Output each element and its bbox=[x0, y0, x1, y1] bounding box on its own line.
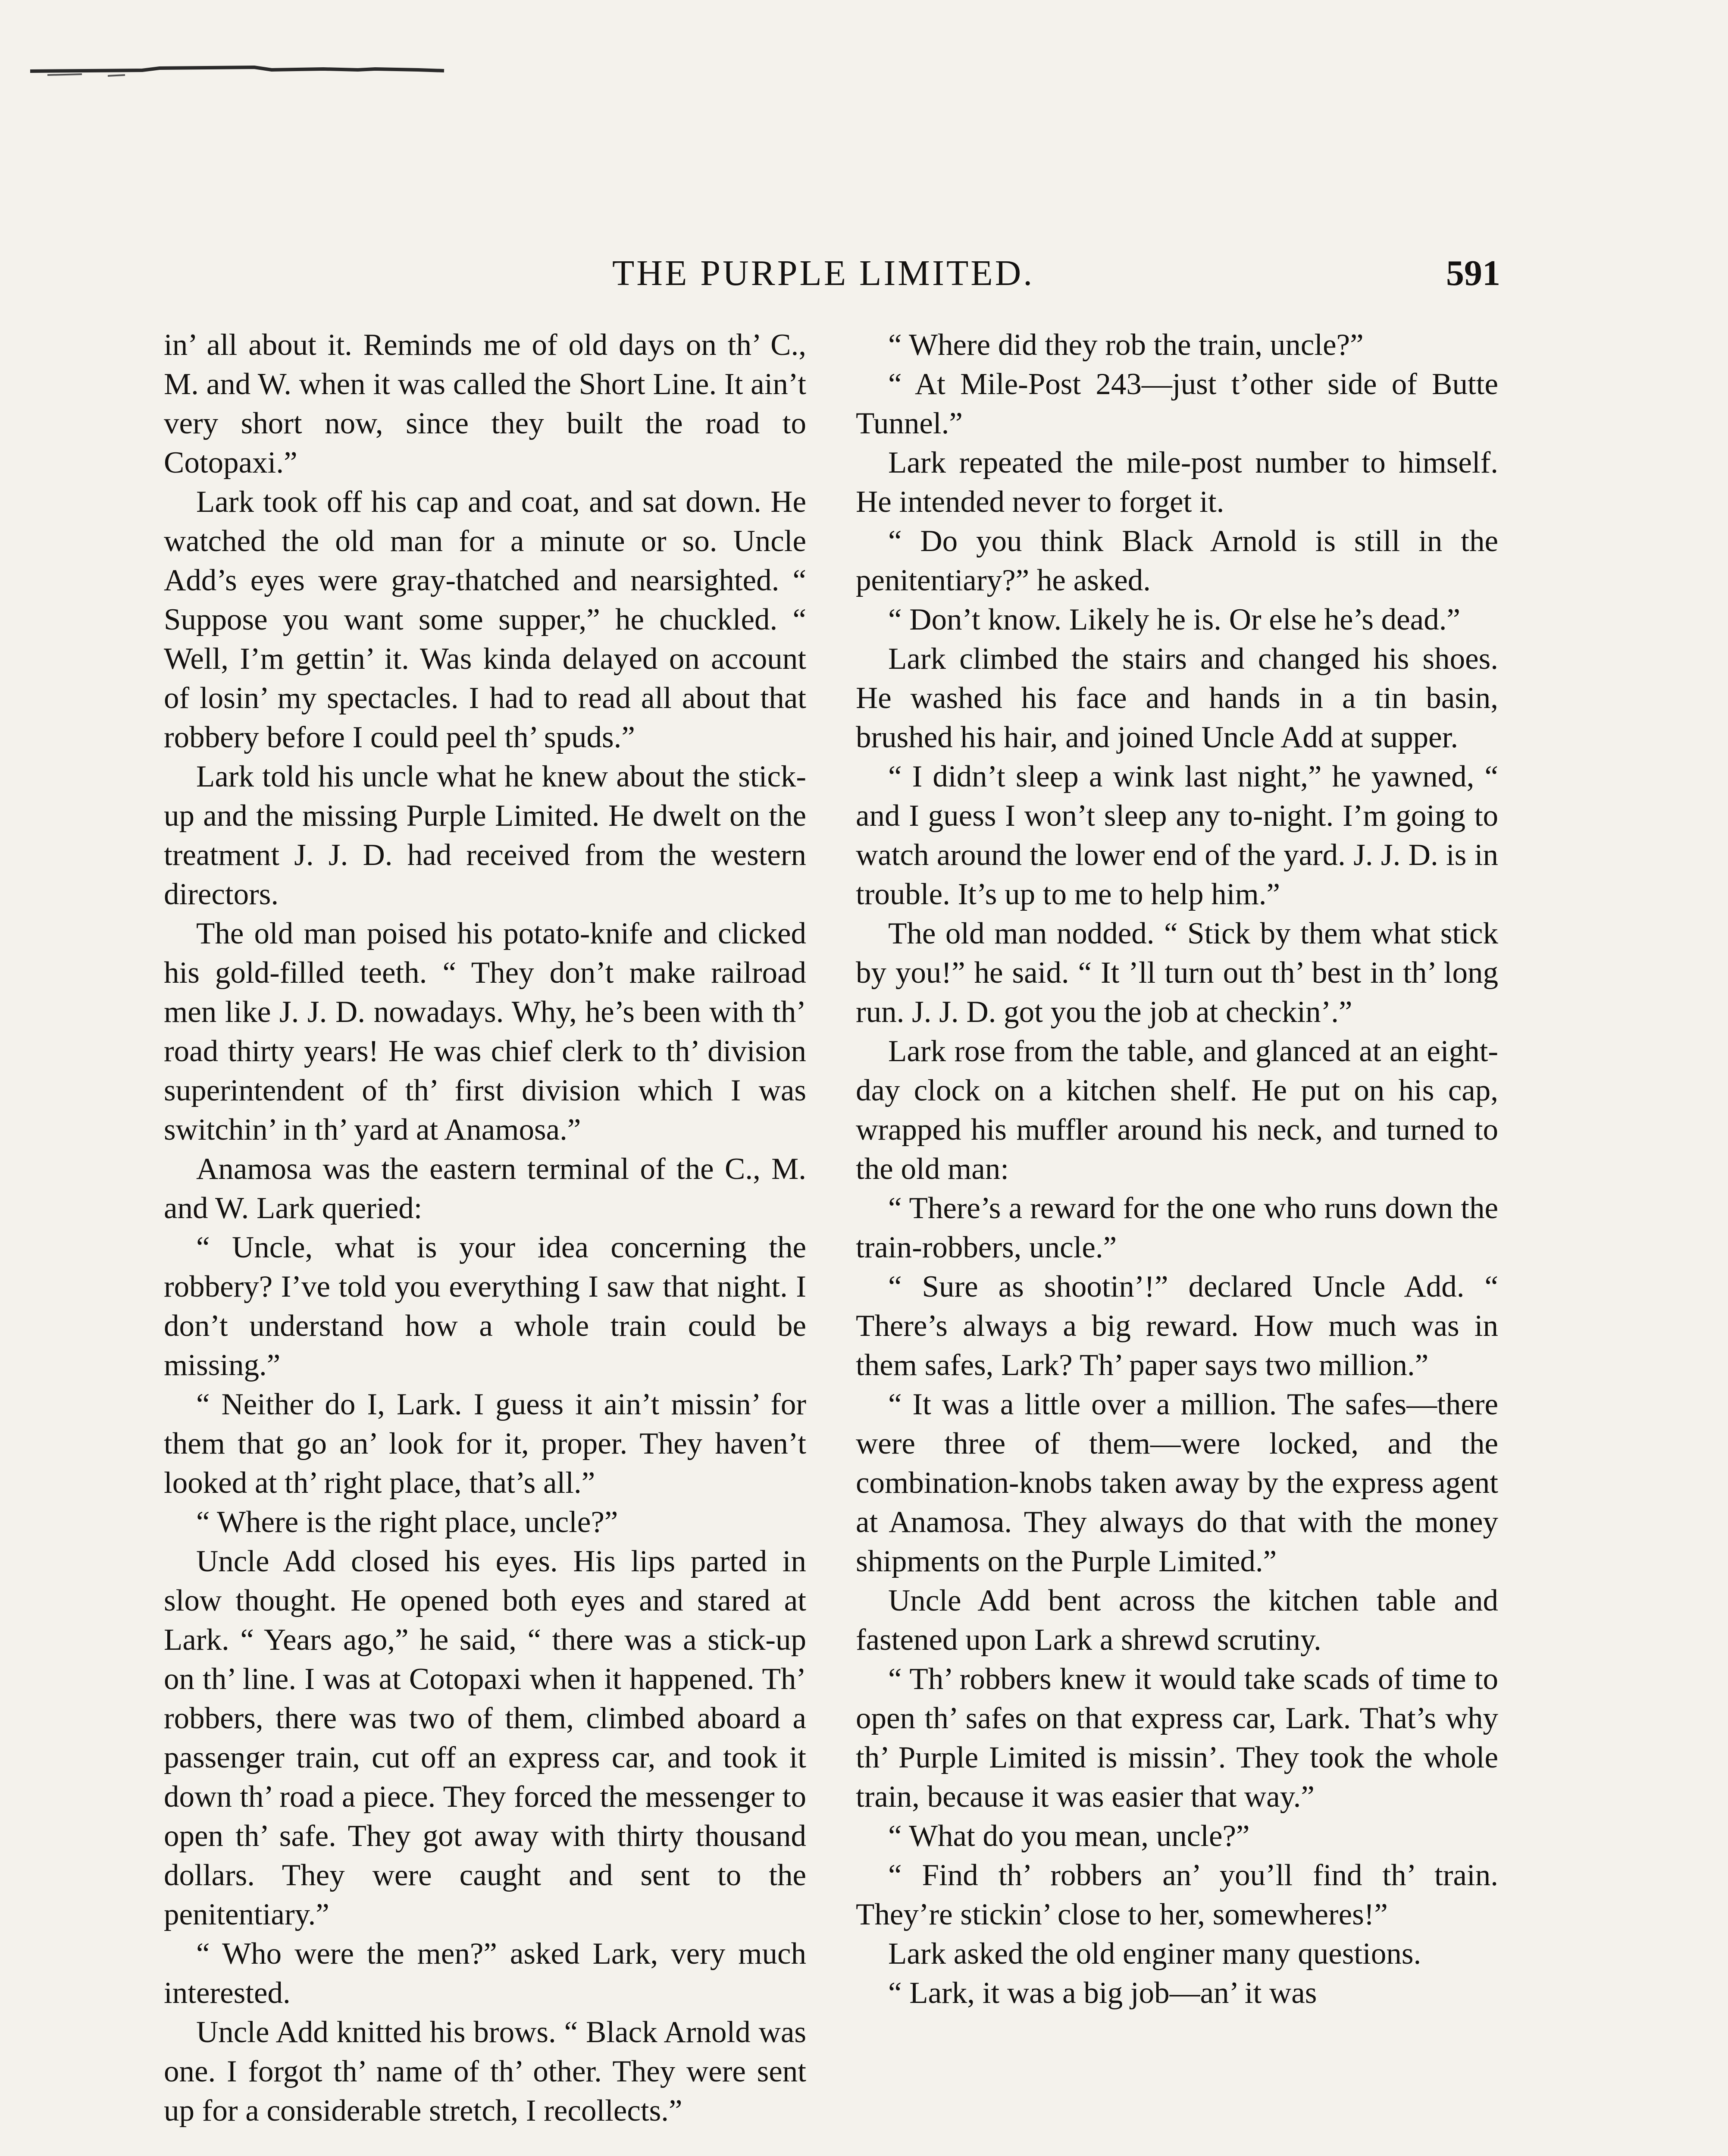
paragraph: “ Uncle, what is your idea concerning the robbery? I’ve told you everything I saw that night. I don’t understand how a whole train could be missing.” bbox=[164, 1231, 806, 1382]
paragraph: Uncle Add closed his eyes. His lips parted in slow thought. He opened both eyes and stared at Lark. “ Years ago,” he said, “ there was a stick-up on th’ line. I was at Cotopaxi when it happened. Th’ robbers, there was two of them, climbed aboard a passenger train, cut off an express car, and took it down th’ road a piece. They forced the messenger to open th’ safe. They got away with thirty thousand dollars. They were caught and sent to the penitentiary.” bbox=[164, 1545, 806, 1931]
paragraph: Lark rose from the table, and glanced at an eight-day clock on a kitchen shelf. He put on his cap, wrapped his muffler around his neck, and turned to the old man: bbox=[856, 1034, 1498, 1186]
paragraph: “ Neither do I, Lark. I guess it ain’t missin’ for them that go an’ look for it, proper. They haven’t looked at th’ right place, that’s all.” bbox=[164, 1388, 806, 1500]
paragraph: “ Don’t know. Likely he is. Or else he’s dead.” bbox=[888, 603, 1460, 636]
paragraph: Anamosa was the eastern terminal of the C., M. and W. Lark queried: bbox=[164, 1152, 806, 1225]
paragraph: “ Find th’ robbers an’ you’ll find th’ train. They’re stickin’ close to her, somewheres!” bbox=[856, 1858, 1498, 1931]
paragraph: “ It was a little over a million. The safes—there were three of them—were locked, and the combination-knobs taken away by the express agent at Anamosa. They always do that with the money shipments on the Purple Limited.” bbox=[856, 1388, 1498, 1578]
paragraph: “ Do you think Black Arnold is still in the penitentiary?” he asked. bbox=[856, 524, 1498, 597]
paragraph: in’ all about it. Reminds me of old days on th’ C., M. and W. when it was called the Short Line. It ain’t very short now, since they built the road to Cotopaxi.” bbox=[164, 328, 806, 479]
paragraph: Lark asked the old enginer many questions. bbox=[888, 1937, 1421, 1971]
paragraph: “ I didn’t sleep a wink last night,” he yawned, “ and I guess I won’t sleep any to-night. I’m going to watch around the lower end of the yard. J. J. D. is in trouble. It’s up to me to help him.” bbox=[856, 760, 1498, 911]
paragraph: “ At Mile-Post 243—just t’other side of Butte Tunnel.” bbox=[856, 367, 1498, 440]
paragraph: “ There’s a reward for the one who runs down the train-robbers, uncle.” bbox=[856, 1191, 1498, 1264]
scan-artifact-line bbox=[30, 65, 461, 78]
page-number: 591 bbox=[1446, 253, 1500, 293]
text-column-left bbox=[164, 326, 806, 2131]
paragraph: The old man poised his potato-knife and clicked his gold-filled teeth. “ They don’t make railroad men like J. J. D. nowadays. Why, he’s been with th’ road thirty years! He was chief clerk to th’ division superintendent of th’ first division which I was switchin’ in th’ yard at Anamosa.” bbox=[164, 917, 806, 1147]
paragraph: Uncle Add bent across the kitchen table and fastened upon Lark a shrewd scrutiny. bbox=[856, 1584, 1498, 1657]
paragraph: Lark took off his cap and coat, and sat down. He watched the old man for a minute or so. Uncle Add’s eyes were gray-thatched and nearsighted. “ Suppose you want some supper,” he chuckled. “ Well, I’m gettin’ it. Was kinda delayed on account of losin’ my spectacles. I had to read all about that robbery before I could peel th’ spuds.” bbox=[164, 485, 806, 754]
paragraph: “ Who were the men?” asked Lark, very much interested. bbox=[164, 1937, 806, 2010]
paragraph: The old man nodded. “ Stick by them what stick by you!” he said. “ It ’ll turn out th’ best in th’ long run. J. J. D. got you the job at checkin’.” bbox=[856, 917, 1498, 1029]
paragraph: Lark climbed the stairs and changed his shoes. He washed his face and hands in a tin basin, brushed his hair, and joined Uncle Add at supper. bbox=[856, 642, 1498, 754]
paragraph: Uncle Add knitted his brows. “ Black Arnold was one. I forgot th’ name of th’ other. They were sent up for a considerable stretch, I recollects.” bbox=[164, 2015, 806, 2128]
paragraph: “ Where is the right place, uncle?” bbox=[196, 1505, 618, 1539]
paragraph: Lark told his uncle what he knew about the stick-up and the missing Purple Limited. He dwelt on the treatment J. J. D. had received from the western directors. bbox=[164, 760, 806, 911]
paragraph: “ Th’ robbers knew it would take scads of time to open th’ safes on that express car, Lark. That’s why th’ Purple Limited is missin’. They took the whole train, because it was easier that way.” bbox=[856, 1662, 1498, 1814]
paragraph: “ Where did they rob the train, uncle?” bbox=[888, 328, 1364, 362]
running-header bbox=[160, 252, 1500, 313]
running-title: THE PURPLE LIMITED. bbox=[612, 253, 1035, 293]
paragraph: Lark repeated the mile-post number to himself. He intended never to forget it. bbox=[856, 446, 1498, 519]
paragraph: “ Lark, it was a big job—an’ it was bbox=[888, 1976, 1317, 2010]
paragraph: “ What do you mean, uncle?” bbox=[888, 1819, 1250, 1853]
paragraph: “ Sure as shootin’!” declared Uncle Add. “ There’s always a big reward. How much was in them safes, Lark? Th’ paper says two million.” bbox=[856, 1270, 1498, 1382]
text-column-right bbox=[856, 326, 1498, 2013]
